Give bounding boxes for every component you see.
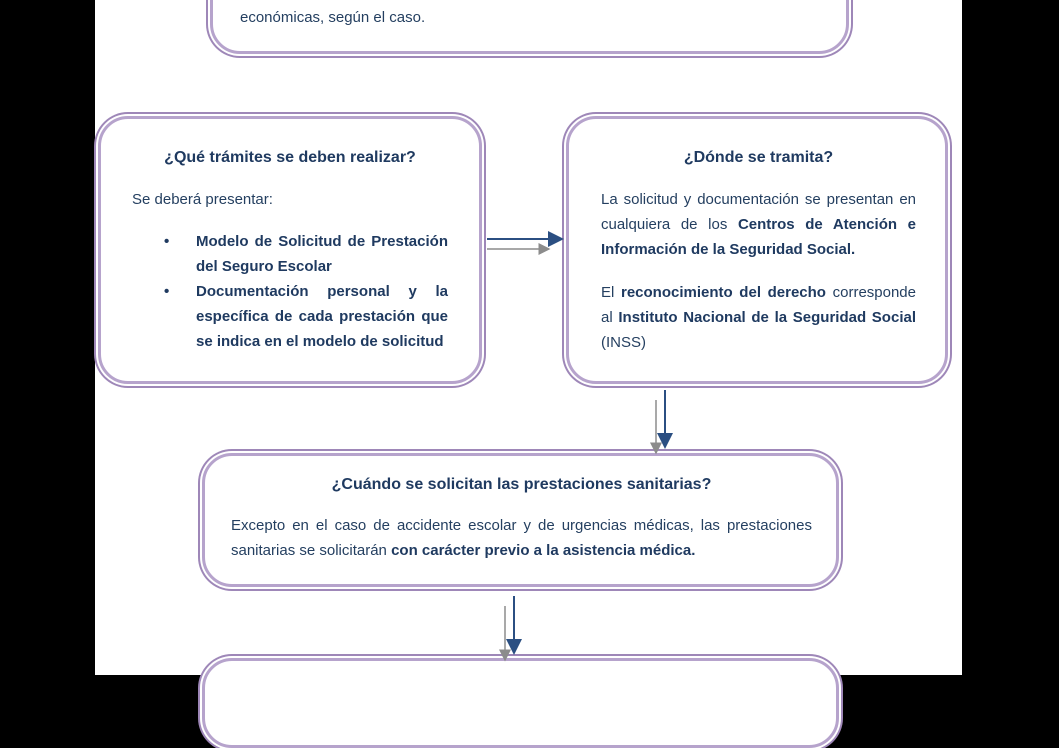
tramites-title: ¿Qué trámites se deben realizar? (164, 149, 416, 166)
info-box-top-text: económicas, según el caso. (240, 9, 426, 26)
cuando-text: Excepto en el caso de accidente escolar y de urgencias médicas, las prestaciones sanitarias se solicitarán (231, 517, 812, 559)
donde-p1-text: La solicitud y documentación se presentan en cualquiera de los (601, 191, 916, 233)
donde-title: ¿Dónde se tramita? (683, 149, 834, 166)
donde-p2-text-a: El (601, 284, 621, 301)
tramites-list-item: • Documentación personal y la específica de cada prestación que se indica en el modelo de solicitud (132, 279, 448, 354)
donde-p2-text-c: (INSS) (601, 334, 646, 351)
tramites-list-item: • Modelo de Solicitud de Prestación del Seguro Escolar (132, 229, 448, 279)
donde-p2-bold-b: Instituto Nacional de la Seguridad Social (618, 309, 916, 326)
donde-p1-bold: Centros de Atención e Información de la Seguridad Social. (601, 216, 916, 258)
cuando-title: ¿Cuándo se solicitan las prestaciones sanitarias? (331, 476, 712, 493)
donde-p2-bold-a: reconocimiento del derecho (620, 284, 826, 301)
donde-p2-text-b: corresponde al (601, 284, 916, 326)
cuando-bold: con carácter previo a la asistencia médica. (391, 542, 696, 559)
tramites-intro: Se deberá presentar: (132, 191, 273, 208)
